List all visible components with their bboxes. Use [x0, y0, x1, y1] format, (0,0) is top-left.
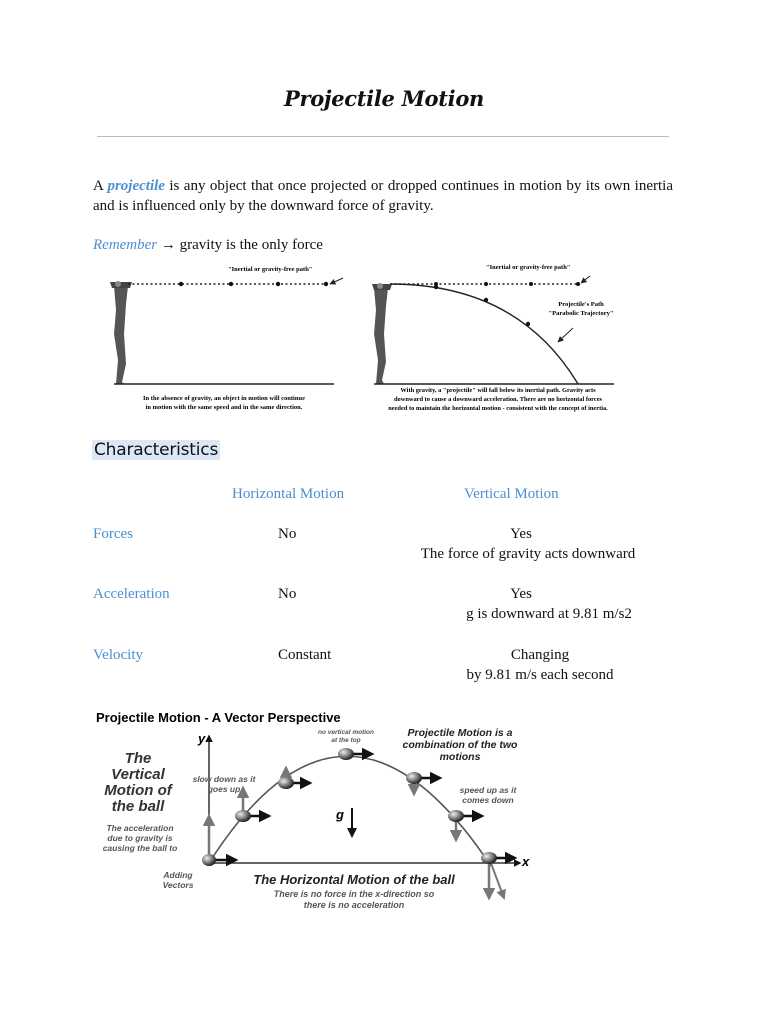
- horizontal-note-1: There is no force in the x-direction so: [273, 889, 435, 899]
- accel-note-3: causing the ball to: [102, 843, 178, 853]
- right-caption-line-1: With gravity, a "projectile" will fall below its inertial path. Gravity acts: [400, 387, 596, 394]
- remember-arrow: →: [160, 237, 176, 253]
- column-header-horizontal: Horizontal Motion: [232, 486, 345, 502]
- parabolic-trajectory-figure: [368, 262, 630, 416]
- ball-descending: [406, 772, 440, 794]
- accel-note-2: due to gravity is: [107, 833, 173, 843]
- combination-1: Projectile Motion is a: [407, 727, 513, 739]
- trajectory-curve: [209, 756, 491, 866]
- acceleration-vertical: Yes: [510, 586, 532, 602]
- acceleration-horizontal: No: [278, 586, 297, 602]
- trajectory-label-1: Projectile's Path: [558, 301, 604, 308]
- intro-after: is any object that once projected or dropped continues in motion by its own inertia and is influenced only by the downward force of gravity.: [93, 178, 673, 214]
- title-divider: [97, 136, 669, 137]
- top-note-1: no vertical motion: [318, 729, 374, 736]
- combination-3: motions: [439, 751, 481, 763]
- gravity-label: g: [336, 807, 344, 822]
- cannon-icon: [377, 283, 383, 289]
- horizontal-note-2: there is no acceleration: [303, 900, 405, 910]
- right-caption-line-2: downward to cause a downward acceleration. There are no horizontal forces: [393, 396, 603, 403]
- vertical-motion-line-1: The: [124, 750, 152, 767]
- remember-text: gravity is the only force: [175, 237, 323, 253]
- slow-down-2: goes up: [207, 784, 241, 794]
- remember-line: [93, 237, 323, 254]
- forces-vertical-note: The force of gravity acts downward: [420, 546, 636, 562]
- characteristics-heading: Characteristics: [94, 440, 219, 460]
- vertical-motion-line-3: Motion of: [104, 782, 172, 799]
- y-axis-label: y: [198, 731, 206, 746]
- left-path-label: "Inertial or gravity-free path": [228, 266, 313, 273]
- vertical-motion-line-4: the ball: [111, 798, 165, 815]
- parabolic-path: [390, 284, 578, 384]
- accel-note-1: The acceleration: [106, 823, 174, 833]
- adding-vectors-2: Vectors: [162, 880, 194, 890]
- cliff-shape: [114, 286, 128, 384]
- remember-label: Remember: [93, 237, 158, 253]
- row-label-acceleration: Acceleration: [93, 586, 170, 602]
- velocity-vertical: Changing: [510, 647, 570, 663]
- forces-horizontal: No: [278, 526, 297, 542]
- intro-before: A: [93, 178, 108, 194]
- ball-falling: [448, 810, 482, 840]
- vector-perspective-figure: [96, 708, 536, 916]
- top-note-2: at the top: [331, 737, 361, 744]
- page-title: Projectile Motion: [283, 86, 485, 111]
- row-label-forces: Forces: [93, 526, 133, 542]
- x-axis-label: x: [522, 854, 530, 869]
- right-path-label: "Inertial or gravity-free path": [486, 264, 571, 271]
- adding-vectors-1: Adding: [163, 870, 193, 880]
- gravity-free-path-figure: [96, 264, 354, 416]
- speed-up-2: comes down: [462, 795, 514, 805]
- figure2-title: Projectile Motion - A Vector Perspective: [96, 710, 341, 725]
- right-caption-line-3: needed to maintain the horizontal motion - consistent with the concept of inertia.: [388, 405, 608, 412]
- vertical-motion-line-2: Vertical: [111, 766, 165, 783]
- ball-launch: [202, 816, 236, 866]
- intro-paragraph: [93, 176, 673, 216]
- column-header-vertical: Vertical Motion: [464, 486, 559, 502]
- forces-vertical: Yes: [510, 526, 532, 542]
- speed-up-1: speed up as it: [459, 785, 517, 795]
- cliff-shape: [374, 288, 388, 384]
- combination-2: combination of the two: [402, 739, 518, 751]
- acceleration-vertical-note: g is downward at 9.81 m/s2: [466, 606, 632, 622]
- left-caption-line-1: In the absence of gravity, an object in motion will continue: [143, 395, 305, 402]
- trajectory-label-2: "Parabolic Trajectory": [548, 310, 614, 317]
- left-caption-line-2: in motion with the same speed and in the same direction.: [145, 404, 303, 411]
- ball-landing: [481, 852, 515, 898]
- row-label-velocity: Velocity: [93, 647, 143, 663]
- velocity-horizontal: Constant: [278, 647, 332, 663]
- horizontal-motion-title: The Horizontal Motion of the ball: [253, 872, 455, 887]
- projectile-keyword: projectile: [107, 178, 165, 194]
- velocity-vertical-note: by 9.81 m/s each second: [466, 667, 614, 683]
- slow-down-1: slow down as it: [192, 774, 256, 784]
- cannon-icon: [115, 281, 121, 287]
